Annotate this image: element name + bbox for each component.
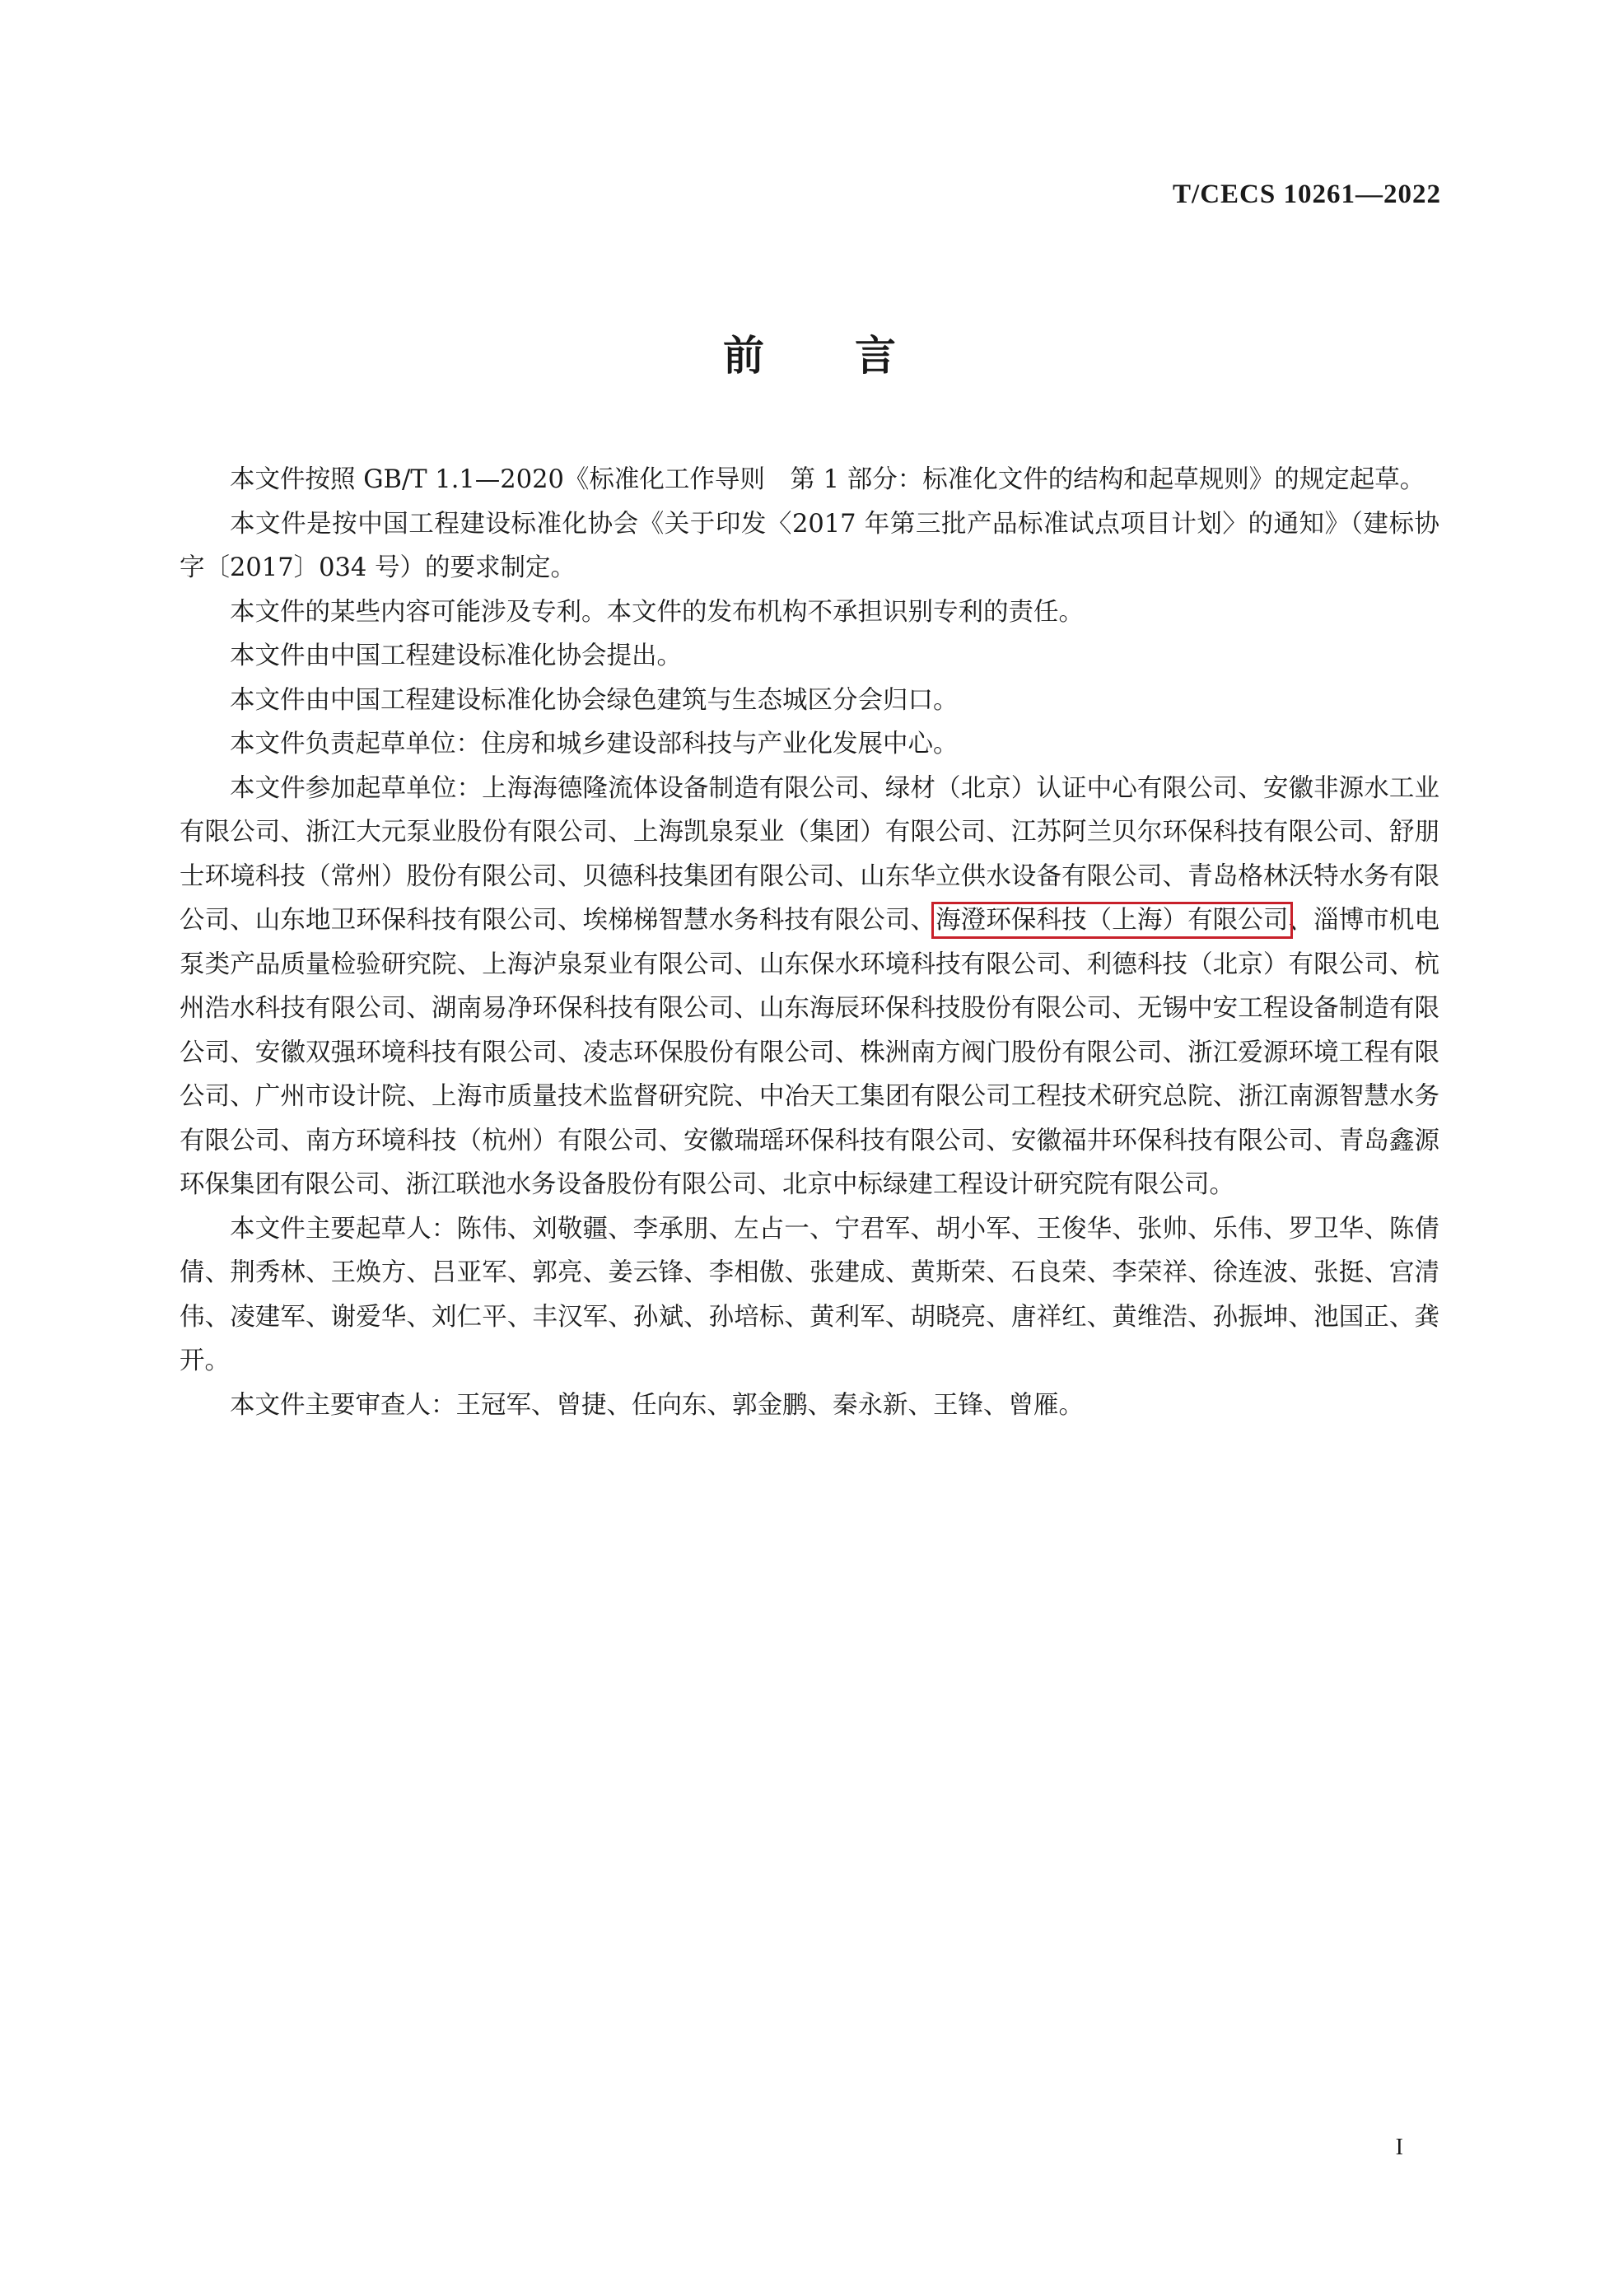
page-number: I (1395, 2135, 1403, 2160)
paragraph-reviewers: 本文件主要审查人：王冠军、曾捷、任向东、郭金鹏、秦永新、王锋、曾雁。 (230, 1390, 1084, 1420)
highlighted-company: 海澄环保科技（上海）有限公司 (935, 906, 1289, 935)
title-char-2: 言 (855, 332, 896, 380)
standard-code: T/CECS 10261—2022 (1173, 180, 1441, 209)
participating-units-part-2: 、淄博市机电泵类产品质量检验研究院、上海泸泉泵业有限公司、山东保水环境科技有限公司、利德科技（北京）有限公司、杭州浩水科技有限公司、湖南易净环保科技有限公司、山东海辰环保科技股份有限公司、无锡中安工程设备制造有限公司、安徽双强环境科技有限公司、凌志环保股份有限公司、株洲南方阀门股份有限公司、浙江爱源环境工程有限公司、广州市设计院、上海市质量技术监督研究院、中冶天工集团有限公司工程技术研究总院、浙江南源智慧水务有限公司、南方环境科技（杭州）有限公司、安徽瑞瑶环保科技有限公司、安徽福井环保科技有限公司、青岛鑫源环保集团有限公司、浙江联池水务设备股份有限公司、北京中标绿建工程设计研究院有限公司。 (180, 906, 1440, 1199)
paragraph-lead-drafter: 本文件负责起草单位：住房和城乡建设部科技与产业化发展中心。 (230, 730, 959, 758)
paragraph-project-basis: 本文件是按中国工程建设标准化协会《关于印发〈2017 年第三批产品标准试点项目计划〉的通知》（建标协字〔2017〕034 号）的要求制定。 (180, 509, 1439, 582)
paragraph-patent-notice: 本文件的某些内容可能涉及专利。本文件的发布机构不承担识别专利的责任。 (230, 597, 1084, 627)
paragraph-main-drafters: 本文件主要起草人：陈伟、刘敬疆、李承朋、左占一、宁君军、胡小军、王俊华、张帅、乐伟、罗卫华、陈倩倩、荆秀林、王焕方、吕亚军、郭亮、姜云锋、李相傲、张建成、黄斯荣、石良荣、李荣祥、徐连波、张挺、宫清伟、凌建军、谢爱华、刘仁平、丰汉军、孙斌、孙培标、黄利军、胡晓亮、唐祥红、黄维浩、孙振坤、池国正、龚开。 (180, 1214, 1439, 1375)
paragraph-proposer: 本文件由中国工程建设标准化协会提出。 (230, 642, 682, 670)
paragraph-participating-units (180, 767, 1439, 1207)
participating-units-part-1: 本文件参加起草单位：上海海德隆流体设备制造有限公司、绿材（北京）认证中心有限公司、安徽非源水工业有限公司、浙江大元泵业股份有限公司、上海凯泉泵业（集团）有限公司、江苏阿兰贝尔环保科技有限公司、舒朋士环境科技（常州）股份有限公司、贝德科技集团有限公司、山东华立供水设备有限公司、青岛格林沃特水务有限公司、山东地卫环保科技有限公司、埃梯梯智慧水务科技有限公司、 (180, 773, 1439, 935)
title-char-1: 前 (723, 332, 764, 380)
paragraph-administrator: 本文件由中国工程建设标准化协会绿色建筑与生态城区分会归口。 (230, 685, 959, 715)
paragraph-drafting-rules: 本文件按照 GB/T 1.1—2020《标准化工作导则 第 1 部分：标准化文件的结构和起草规则》的规定起草。 (230, 465, 1425, 494)
page-title (0, 323, 1619, 382)
preface-body (180, 458, 1439, 1427)
